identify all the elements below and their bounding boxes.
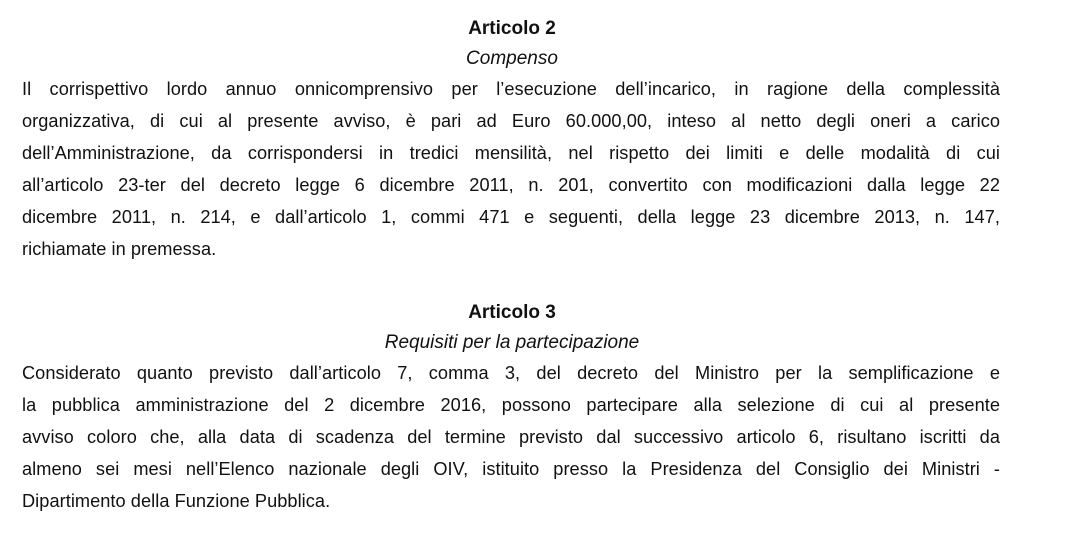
article-subtitle: Compenso: [466, 48, 558, 69]
text-line: organizzativa, di cui al presente avviso, è pari ad Euro 60.000,00, inteso al netto degli oneri a carico: [22, 111, 1000, 131]
article-title: Articolo 2: [468, 18, 556, 39]
article-title: Articolo 3: [468, 302, 556, 323]
text-line: Considerato quanto previsto dall’articolo 7, comma 3, del decreto del Ministro per la semplificazione e: [22, 363, 1000, 383]
text-line: almeno sei mesi nell’Elenco nazionale degli OIV, istituito presso la Presidenza del Consiglio dei Ministri -: [22, 459, 1000, 479]
article-body: [22, 363, 1002, 511]
text-line: richiamate in premessa.: [22, 239, 217, 259]
text-line: all’articolo 23-ter del decreto legge 6 dicembre 2011, n. 201, convertito con modificazioni dalla legge 22: [22, 175, 1000, 195]
text-line: Dipartimento della Funzione Pubblica.: [22, 491, 331, 511]
text-line: avviso coloro che, alla data di scadenza del termine previsto dal successivo articolo 6, risultano iscritti da: [22, 427, 1000, 447]
article-3: [22, 302, 1002, 511]
text-line: dell’Amministrazione, da corrispondersi in tredici mensilità, nel rispetto dei limiti e delle modalità di cui: [22, 143, 1000, 163]
article-subtitle: Requisiti per la partecipazione: [384, 332, 640, 353]
article-body: [22, 79, 1002, 259]
article-2: [22, 18, 1002, 259]
text-line: dicembre 2011, n. 214, e dall’articolo 1, commi 471 e seguenti, della legge 23 dicembre 2013, n. 147,: [22, 207, 1000, 227]
text-line: la pubblica amministrazione del 2 dicembre 2016, possono partecipare alla selezione di cui al presente: [22, 395, 1000, 415]
text-line: Il corrispettivo lordo annuo onnicomprensivo per l’esecuzione dell’incarico, in ragione della complessità: [22, 79, 1000, 99]
